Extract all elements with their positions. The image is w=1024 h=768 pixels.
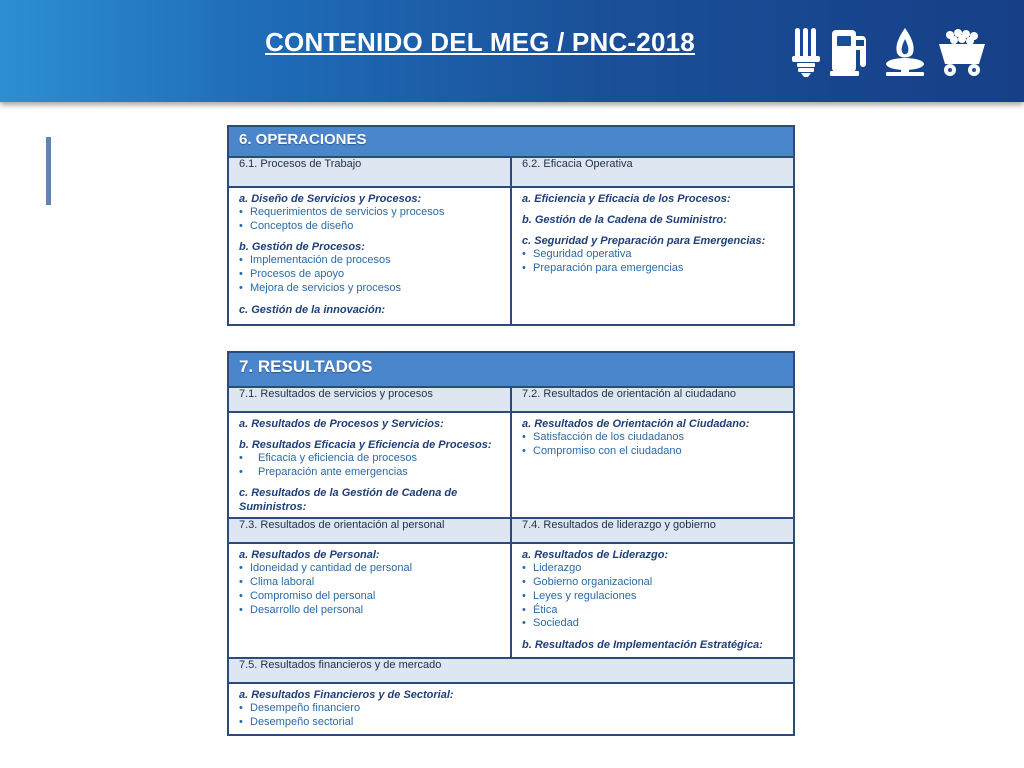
subsection-header: 6.1. Procesos de Trabajo bbox=[228, 157, 511, 187]
item-heading: b. Gestión de la Cadena de Suministro: bbox=[522, 214, 727, 226]
subsection-header: 7.2. Resultados de orientación al ciudadano bbox=[511, 387, 794, 412]
subsection-header: 7.3. Resultados de orientación al personal bbox=[228, 518, 511, 543]
content-cell bbox=[228, 683, 794, 735]
list-item: • Seguridad operativa bbox=[522, 248, 783, 262]
item-heading: c. Gestión de la innovación: bbox=[239, 303, 386, 316]
list-item: • Satisfacción de los ciudadanos bbox=[522, 431, 783, 445]
section-title: 7. RESULTADOS bbox=[228, 352, 794, 387]
bullet-list bbox=[239, 206, 500, 233]
list-item: • Eficacia y eficiencia de procesos bbox=[239, 452, 500, 466]
bullet-list bbox=[522, 562, 783, 631]
list-item: • Compromiso con el ciudadano bbox=[522, 445, 783, 459]
content-cell bbox=[511, 187, 794, 325]
subsection-header: 6.2. Eficacia Operativa bbox=[511, 157, 794, 187]
list-item: • Conceptos de diseño bbox=[239, 220, 500, 234]
list-item: • Sociedad bbox=[522, 617, 783, 631]
bullet-list bbox=[239, 702, 783, 729]
header-icons bbox=[790, 26, 986, 78]
bullet-list bbox=[239, 562, 500, 617]
list-item: • Implementación de procesos bbox=[239, 254, 500, 268]
subsection-header: 7.5. Resultados financieros y de mercado bbox=[228, 658, 794, 683]
list-item: • Requerimientos de servicios y procesos bbox=[239, 206, 500, 220]
item-heading: a. Resultados de Liderazgo: bbox=[522, 549, 669, 562]
content-cell bbox=[511, 412, 794, 518]
list-item: • Preparación para emergencias bbox=[522, 262, 783, 276]
list-item: • Desempeño financiero bbox=[239, 702, 783, 716]
item-heading: a. Diseño de Servicios y Procesos: bbox=[239, 193, 422, 205]
mining-cart-icon bbox=[938, 26, 986, 78]
section-title: 6. OPERACIONES bbox=[228, 126, 794, 157]
list-item: • Desarrollo del personal bbox=[239, 604, 500, 618]
bullet-list bbox=[239, 254, 500, 295]
item-heading: a. Resultados de Orientación al Ciudadano: bbox=[522, 418, 750, 430]
light-bulb-icon bbox=[790, 26, 822, 78]
list-item: • Preparación ante emergencias bbox=[239, 466, 500, 480]
subsection-header: 7.1. Resultados de servicios y procesos bbox=[228, 387, 511, 412]
bullet-list bbox=[239, 452, 500, 479]
item-heading: b. Resultados de Implementación Estratégica: bbox=[522, 638, 763, 651]
content-cell bbox=[511, 543, 794, 658]
list-item: • Mejora de servicios y procesos bbox=[239, 282, 500, 296]
list-item: • Compromiso del personal bbox=[239, 590, 500, 604]
item-heading: c. Seguridad y Preparación para Emergencias: bbox=[522, 235, 766, 247]
list-item: • Liderazgo bbox=[522, 562, 783, 576]
subsection-header: 7.4. Resultados de liderazgo y gobierno bbox=[511, 518, 794, 543]
list-item: • Procesos de apoyo bbox=[239, 268, 500, 282]
section-resultados bbox=[227, 351, 795, 736]
list-item: • Gobierno organizacional bbox=[522, 576, 783, 590]
bullet-list bbox=[522, 431, 783, 458]
list-item: • Desempeño sectorial bbox=[239, 716, 783, 730]
item-heading: a. Resultados Financieros y de Sectorial: bbox=[239, 689, 454, 702]
section-operaciones bbox=[227, 125, 795, 326]
list-item: • Ética bbox=[522, 604, 783, 618]
item-heading: b. Resultados Eficacia y Eficiencia de Procesos: bbox=[239, 439, 492, 451]
list-item: • Clima laboral bbox=[239, 576, 500, 590]
item-heading: a. Resultados de Procesos y Servicios: bbox=[239, 418, 444, 430]
fuel-pump-icon bbox=[830, 26, 870, 78]
gas-flame-icon bbox=[884, 26, 926, 78]
bullet-list bbox=[522, 248, 783, 275]
content-cell bbox=[228, 543, 511, 658]
content-cell bbox=[228, 412, 511, 518]
header-banner bbox=[0, 0, 1024, 102]
list-item: • Idoneidad y cantidad de personal bbox=[239, 562, 500, 576]
item-heading: a. Resultados de Personal: bbox=[239, 549, 380, 562]
item-heading: c. Resultados de la Gestión de Cadena de Suministros: bbox=[239, 487, 458, 514]
item-heading: b. Gestión de Procesos: bbox=[239, 241, 365, 254]
content-cell bbox=[228, 187, 511, 325]
list-item: • Leyes y regulaciones bbox=[522, 590, 783, 604]
page-title: CONTENIDO DEL MEG / PNC-2018 bbox=[265, 27, 695, 57]
item-heading: a. Eficiencia y Eficacia de los Procesos: bbox=[522, 193, 731, 205]
decorative-side-bar bbox=[46, 137, 51, 205]
